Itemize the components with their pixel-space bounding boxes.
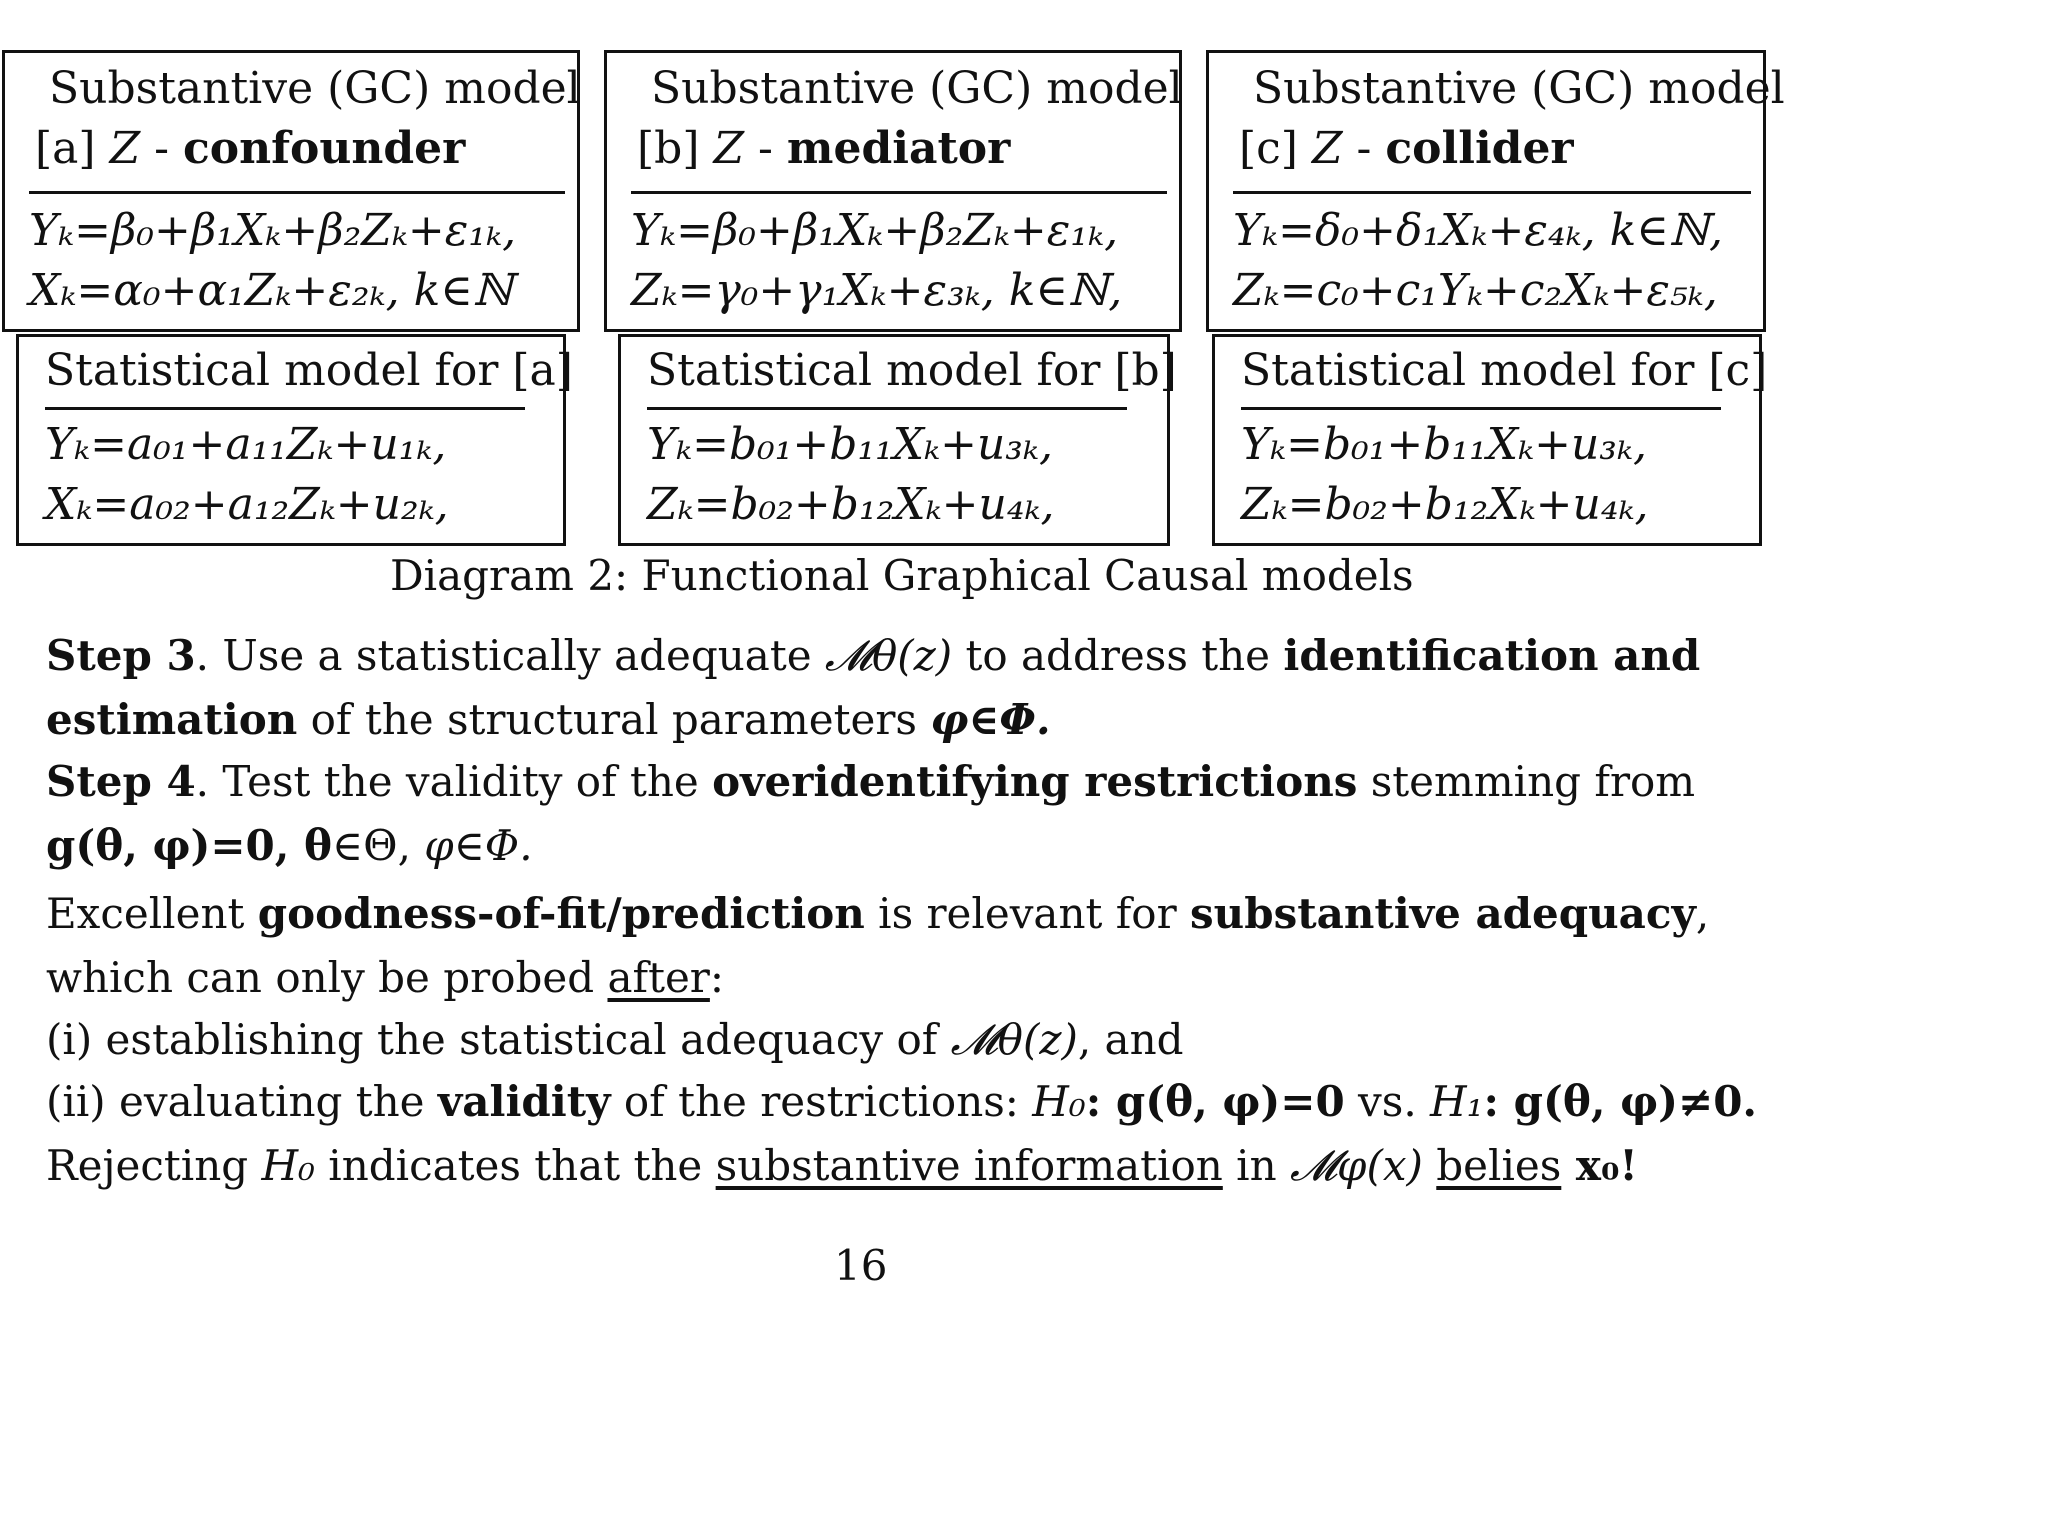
reject-underlined-a: substantive information	[715, 1141, 1223, 1190]
substantive-role-line	[35, 119, 465, 179]
fit-underlined: after	[607, 953, 710, 1002]
item-ii-text-b: of the restrictions:	[610, 1077, 1033, 1126]
equation-2: Zₖ=b₀₂+b₁₂Xₖ+u₄ₖ,	[1241, 479, 1649, 530]
step4-line1	[46, 750, 1695, 814]
equation-1: Yₖ=a₀₁+a₁₁Zₖ+u₁ₖ,	[45, 419, 447, 470]
role-variable: Z	[1311, 123, 1343, 174]
equation-2: Zₖ=γ₀+γ₁Xₖ+ε₃ₖ, k∈ℕ,	[631, 265, 1123, 316]
item-i-text-b: , and	[1077, 1015, 1184, 1064]
step3-text-b: to address the	[952, 631, 1284, 680]
role-variable: Z	[109, 123, 141, 174]
equation-2: Zₖ=b₀₂+b₁₂Xₖ+u₄ₖ,	[647, 479, 1055, 530]
reject-underlined-b: belies	[1436, 1141, 1562, 1190]
fit-bold-a: goodness-of-fit/prediction	[257, 889, 865, 938]
role-dash: -	[140, 123, 183, 174]
role-dash: -	[744, 123, 787, 174]
fit-line2	[46, 946, 724, 1010]
substantive-model-box-c	[1206, 50, 1785, 332]
diagram-caption: Diagram 2: Functional Graphical Causal models	[390, 551, 1414, 600]
model-tag: [a]	[35, 123, 110, 174]
role-name: confounder	[182, 123, 466, 174]
h0-symbol: H₀	[1032, 1077, 1086, 1126]
equation-1: Yₖ=δ₀+δ₁Xₖ+ε₄ₖ, k∈ℕ,	[1233, 205, 1724, 256]
equation-1: Yₖ=β₀+β₁Xₖ+β₂Zₖ+ε₁ₖ,	[631, 205, 1119, 256]
equation-2: Zₖ=c₀+c₁Yₖ+c₂Xₖ+ε₅ₖ,	[1233, 265, 1718, 316]
step3-line2	[46, 688, 1051, 752]
fit-text-a: Excellent	[46, 889, 258, 938]
step4-label: Step 4	[46, 757, 196, 806]
step3-line1	[46, 624, 1700, 688]
role-name: collider	[1385, 123, 1574, 174]
statistical-title: Statistical model for [a]	[45, 345, 573, 396]
equation-2: Xₖ=α₀+α₁Zₖ+ε₂ₖ, k∈ℕ	[29, 265, 514, 316]
substantive-model-box-a	[2, 50, 580, 332]
title-rule	[647, 407, 1127, 410]
fit-bold-b: substantive adequacy	[1190, 889, 1696, 938]
step3-model-symbol: 𝓜θ(z)	[824, 631, 953, 680]
step4-restriction: g(θ, φ)=0, θ	[46, 821, 333, 870]
substantive-title: Substantive (GC) model	[1253, 63, 1785, 114]
equation-1: Yₖ=b₀₁+b₁₁Xₖ+u₃ₖ,	[647, 419, 1053, 470]
model-tag: [c]	[1239, 123, 1312, 174]
equation-1: Yₖ=β₀+β₁Xₖ+β₂Zₖ+ε₁ₖ,	[29, 205, 517, 256]
reject-text-e: x₀!	[1561, 1141, 1638, 1190]
fit-text-b: is relevant for	[864, 889, 1191, 938]
model-tag: [b]	[637, 123, 714, 174]
role-dash: -	[1342, 123, 1386, 174]
statistical-model-box-c	[1212, 334, 1768, 546]
statistical-title: Statistical model for [b]	[647, 345, 1177, 396]
reject-line	[46, 1134, 1638, 1198]
reject-model-symbol: 𝓜φ(x)	[1290, 1141, 1423, 1190]
step3-text-a: . Use a statistically adequate	[195, 631, 825, 680]
step4-theta-space: ∈Θ,	[332, 821, 425, 870]
title-rule	[1241, 407, 1721, 410]
equation-2: Xₖ=a₀₂+a₁₂Zₖ+u₂ₖ,	[45, 479, 449, 530]
step4-line2	[46, 814, 533, 878]
item-ii-text-a: (ii) evaluating the	[46, 1077, 438, 1126]
fit-line1	[46, 882, 1709, 946]
step3-param-symbol: φ∈Φ.	[930, 695, 1051, 744]
item-i-model-symbol: 𝓜θ(z)	[950, 1015, 1078, 1064]
reject-text-b: indicates that the	[314, 1141, 716, 1190]
role-name: mediator	[786, 123, 1011, 174]
h0-expression: : g(θ, φ)=0	[1085, 1077, 1345, 1126]
reject-text-d	[1423, 1141, 1436, 1190]
step4-text-a: . Test the validity of the	[195, 757, 713, 806]
h1-expression: : g(θ, φ)≠0.	[1483, 1077, 1758, 1126]
step4-bold: overidentifying restrictions	[712, 757, 1358, 806]
substantive-title: Substantive (GC) model	[651, 63, 1183, 114]
step4-phi-space: φ∈Φ.	[424, 821, 533, 870]
reject-text-a: Rejecting	[46, 1141, 262, 1190]
step3-bold-b: estimation	[46, 695, 298, 744]
equation-1: Yₖ=b₀₁+b₁₁Xₖ+u₃ₖ,	[1241, 419, 1647, 470]
title-rule	[1233, 191, 1751, 194]
page-number: 16	[834, 1241, 888, 1290]
substantive-role-line	[637, 119, 1010, 179]
statistical-model-box-a	[16, 334, 573, 546]
fit-text-d: which can only be probed	[46, 953, 608, 1002]
substantive-role-line	[1239, 119, 1574, 179]
item-ii-bold: validity	[437, 1077, 611, 1126]
statistical-model-box-b	[618, 334, 1177, 546]
fit-text-e: :	[709, 953, 725, 1002]
title-rule	[631, 191, 1167, 194]
substantive-model-box-b	[604, 50, 1182, 332]
vs-text: vs.	[1344, 1077, 1431, 1126]
reject-text-c: in	[1222, 1141, 1290, 1190]
title-rule	[45, 407, 525, 410]
h1-symbol: H₁	[1430, 1077, 1484, 1126]
title-rule	[29, 191, 565, 194]
step4-text-b: stemming from	[1357, 757, 1696, 806]
item-i	[46, 1008, 1184, 1072]
item-i-text-a: (i) establishing the statistical adequacy of	[46, 1015, 951, 1064]
fit-text-c: ,	[1695, 889, 1710, 938]
step3-text-c: of the structural parameters	[297, 695, 931, 744]
role-variable: Z	[713, 123, 745, 174]
step3-label: Step 3	[46, 631, 196, 680]
item-ii	[46, 1070, 1757, 1134]
statistical-title: Statistical model for [c]	[1241, 345, 1768, 396]
reject-h0-symbol: H₀	[261, 1141, 315, 1190]
substantive-title: Substantive (GC) model	[49, 63, 581, 114]
step3-bold-a: identification and	[1283, 631, 1701, 680]
